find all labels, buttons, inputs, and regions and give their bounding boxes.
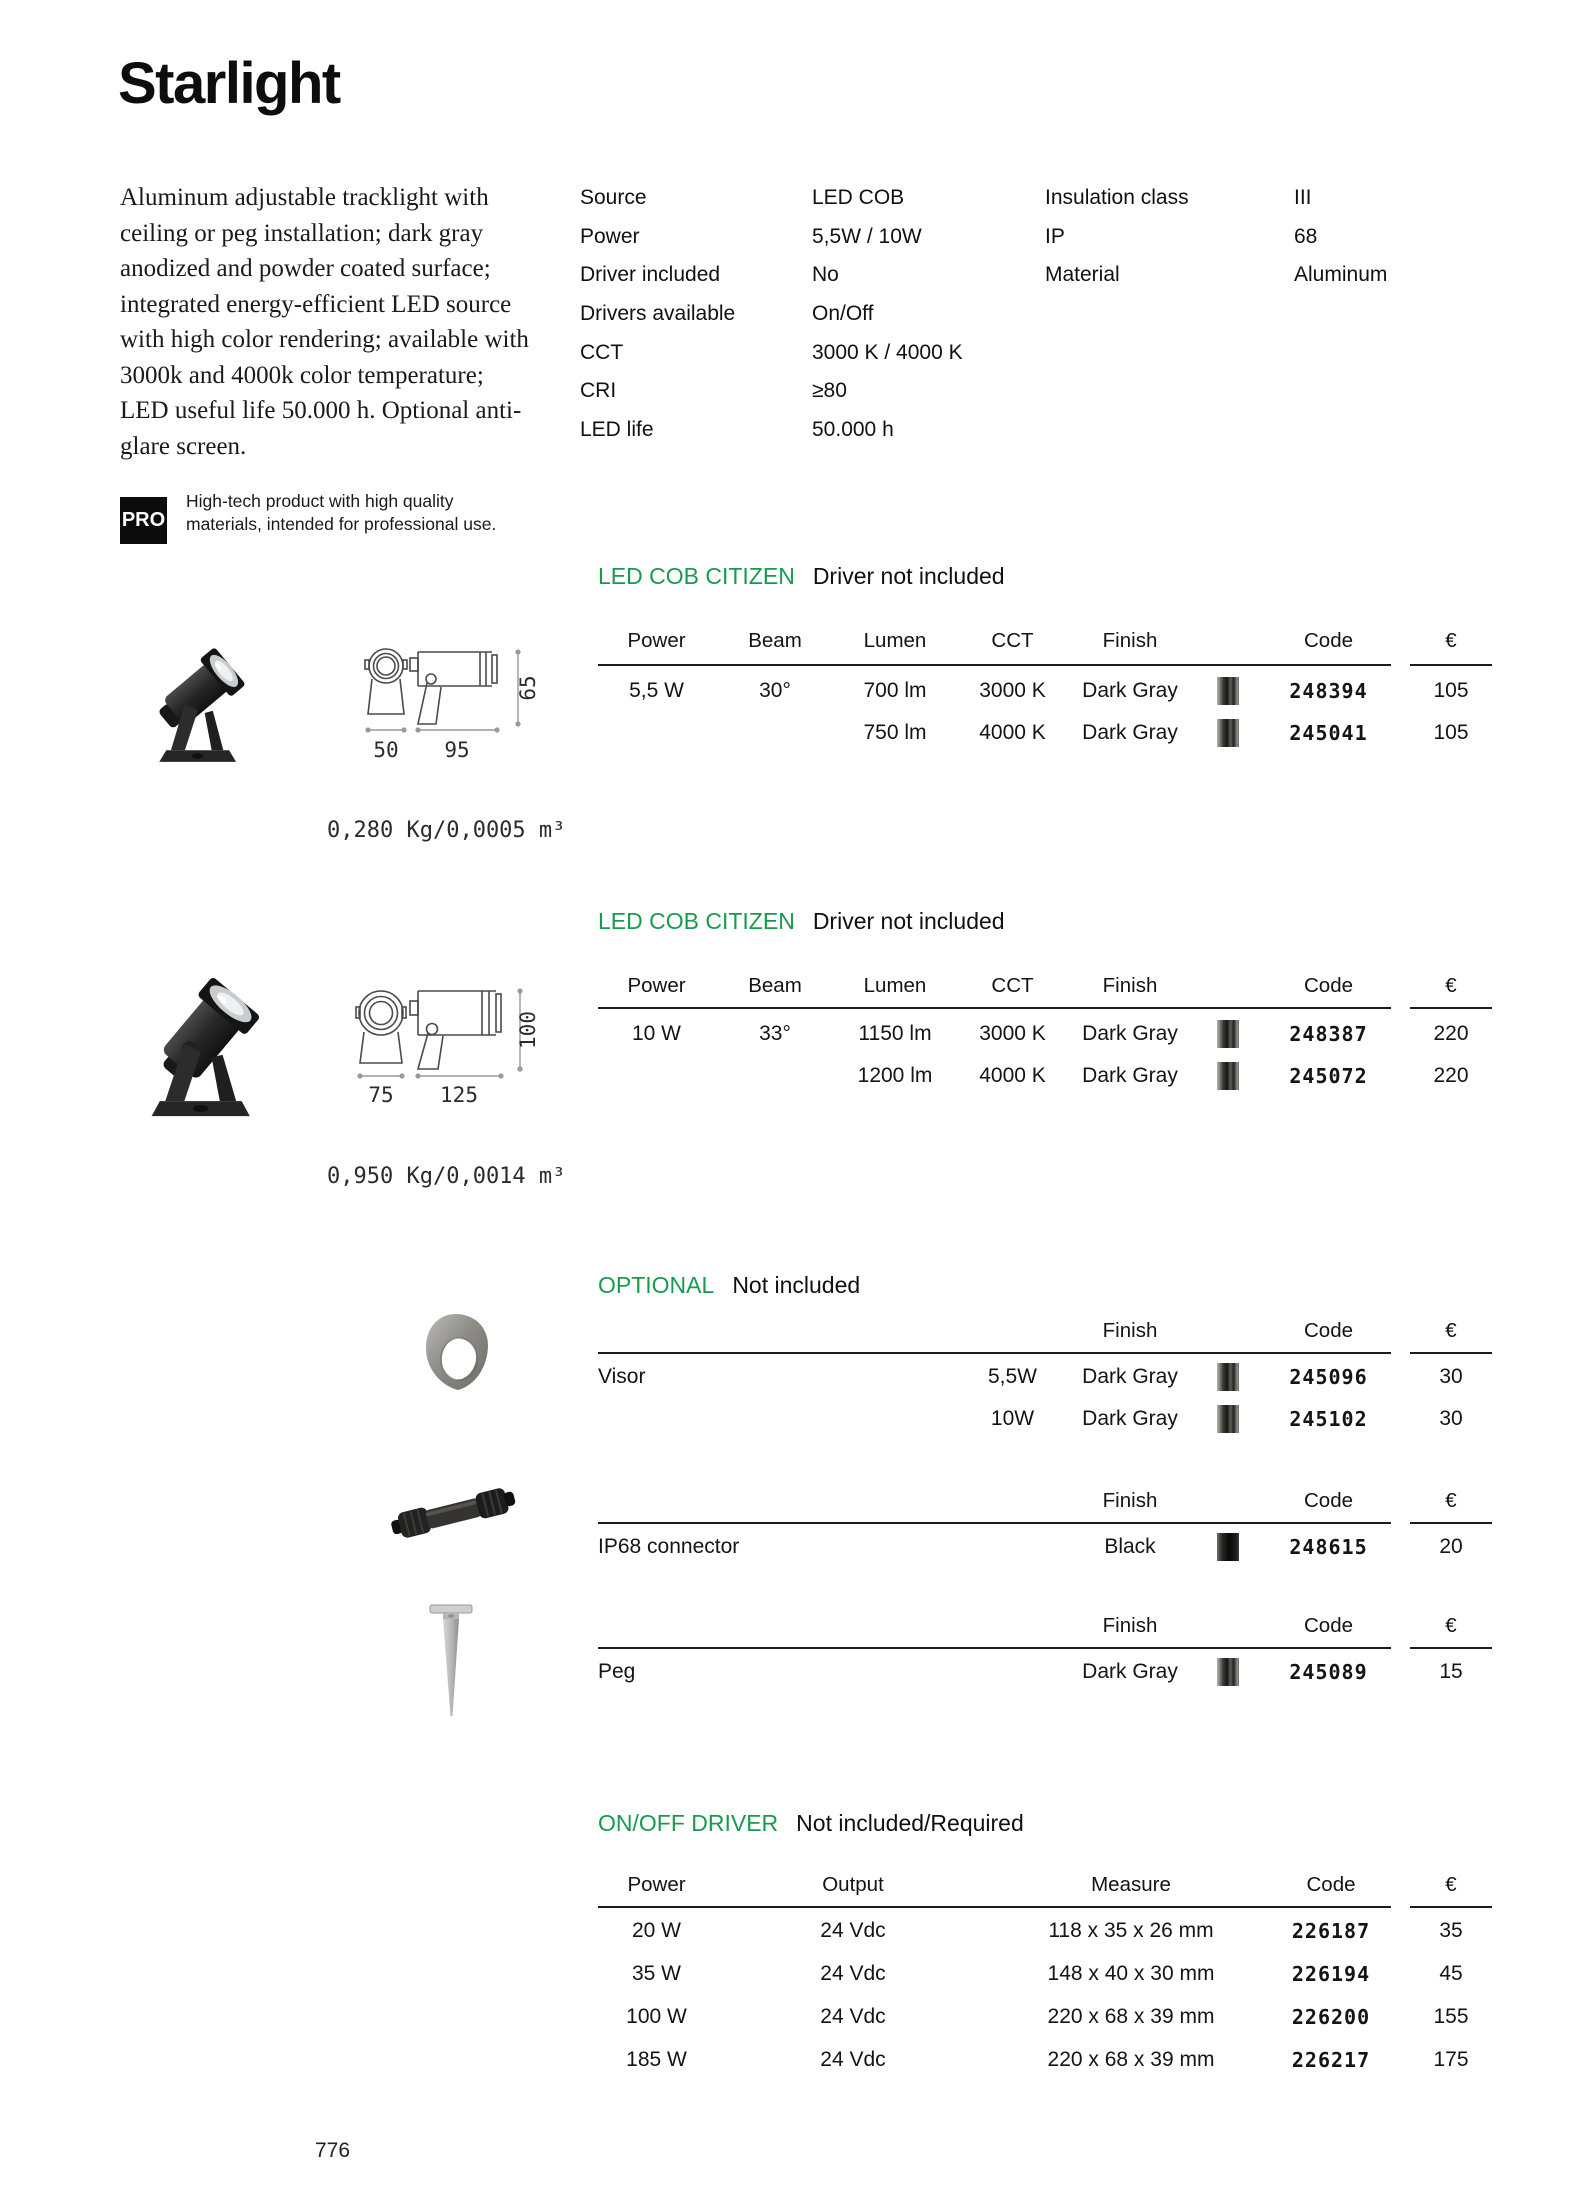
cell-finish: Dark Gray [1082,1365,1178,1388]
cell-accessory-name: IP68 connector [598,1535,740,1558]
spec-label: CRI [580,379,617,403]
finish-swatch-dark-gray [1217,1405,1239,1433]
cell-output: 24 Vdc [820,1919,886,1942]
finish-swatch-dark-gray [1217,719,1239,747]
cell-measure: 148 x 40 x 30 mm [1047,1962,1215,1985]
cell-finish: Dark Gray [1082,721,1178,744]
col-euro: € [1445,974,1457,997]
spec-row [580,186,963,225]
cell-measure: 220 x 68 x 39 mm [1047,2005,1215,2028]
table-header-row [598,971,1492,1001]
col-code: Code [1303,974,1353,997]
cell-price: 15 [1439,1660,1463,1683]
spec-row [580,341,963,380]
page-title: Starlight [118,51,340,116]
table-rule-euro [1410,1522,1492,1524]
cell-measure: 220 x 68 x 39 mm [1047,2048,1215,2071]
spec-row [1045,225,1387,264]
spec-row [1045,186,1387,225]
cell-power: 35 W [631,1962,681,1985]
pro-note: High-tech product with high quality materials, intended for professional use. [186,491,497,534]
cell-price: 105 [1433,721,1469,744]
table-rule [598,1007,1391,1009]
cell-lumen: 700 lm [863,679,927,702]
cell-lumen: 1150 lm [858,1022,932,1045]
cell-beam: 33° [759,1022,791,1045]
table-rule-euro [1410,664,1492,666]
spec-value: ≥80 [812,379,847,403]
spec-row [1045,263,1387,302]
section-heading-note: Not included/Required [796,1810,1024,1836]
cell-cct: 4000 K [979,721,1046,744]
table-row [598,2039,1492,2081]
col-code: Code [1303,1614,1353,1637]
accessory-photo-peg [428,1602,474,1720]
cell-variant: 10W [990,1407,1035,1430]
section-heading-green: LED COB CITIZEN [598,563,795,589]
table-rule [598,1906,1391,1908]
table-rule-euro [1410,1906,1492,1908]
section-heading-green: ON/OFF DRIVER [598,1810,779,1836]
col-code: Code [1306,1873,1356,1896]
section-onoff-driver [598,1810,1492,2072]
cell-finish: Dark Gray [1082,1064,1178,1087]
table-row [598,1526,1492,1568]
spec-value: III [1294,186,1312,209]
cell-power: 185 W [626,2048,687,2071]
cell-cct: 3000 K [979,679,1046,702]
table-header-row [598,1611,1492,1641]
cell-cct: 4000 K [979,1064,1046,1087]
table-row [598,1356,1492,1398]
dim-front-label: 75 [368,1083,394,1107]
col-code: Code [1303,1319,1353,1342]
table-row [598,1910,1492,1952]
cell-price: 20 [1439,1535,1463,1558]
cell-accessory-name: Visor [598,1365,646,1388]
cell-price: 30 [1439,1365,1463,1388]
cell-price: 35 [1439,1919,1463,1942]
table-header-row [598,1486,1492,1516]
cell-beam: 30° [759,679,791,702]
cell-code: 248615 [1289,1535,1368,1559]
spec-row [580,263,963,302]
cell-lumen: 750 lm [863,721,927,744]
cell-power: 10 W [631,1022,681,1045]
dimension-drawing-small [352,640,542,775]
spec-row [580,379,963,418]
section-heading-note: Not included [732,1272,861,1298]
cell-output: 24 Vdc [820,1962,886,1985]
col-measure: Measure [1091,1873,1171,1896]
col-cct: CCT [991,974,1034,997]
cell-code: 245102 [1289,1407,1368,1431]
spec-value: 3000 K / 4000 K [812,340,963,364]
cell-code: 248387 [1289,1022,1368,1046]
cell-code: 226200 [1291,2005,1371,2029]
spec-label: CCT [580,340,624,364]
col-code: Code [1303,629,1353,652]
cell-output: 24 Vdc [820,2005,886,2028]
dim-side-label: 125 [440,1083,478,1107]
table-row [598,670,1492,712]
spec-table-right [1045,186,1387,302]
col-finish: Finish [1102,629,1158,652]
finish-swatch-dark-gray [1217,1658,1239,1686]
cell-code: 226187 [1291,1919,1371,1943]
spec-label: Drivers available [580,302,736,326]
section-optional [598,1272,1492,1684]
spec-label: Source [580,186,647,209]
cell-accessory-name: Peg [598,1660,636,1683]
table-row [598,1651,1492,1693]
spec-label: LED life [580,418,654,442]
section-heading-note: Driver not included [812,908,1005,934]
spec-value: No [812,263,839,287]
dim-side-label: 95 [444,738,470,762]
cell-code: 245089 [1289,1660,1368,1684]
section-heading [598,1272,1492,1299]
spec-label: Driver included [580,263,721,287]
spec-row [580,225,963,264]
table-rule [598,1352,1391,1354]
section-heading-green: OPTIONAL [598,1272,715,1298]
cell-finish: Dark Gray [1082,1407,1178,1430]
cell-power: 5,5 W [629,679,684,702]
accessory-photo-visor [418,1312,494,1394]
table-rule [598,664,1391,666]
product-photo-spotlight-large [138,952,288,1137]
cell-finish: Dark Gray [1082,1660,1178,1683]
spec-value: On/Off [812,302,874,326]
spec-label: Power [580,224,640,248]
spec-value: Aluminum [1294,263,1388,287]
table-led-cob-citizen-10w [598,908,1492,1088]
dimension-drawing-large [348,983,543,1118]
spec-value: 5,5W / 10W [812,224,922,248]
spec-label: IP [1045,224,1065,248]
col-lumen: Lumen [863,974,927,997]
cell-price: 30 [1439,1407,1463,1430]
cell-measure: 118 x 35 x 26 mm [1048,1919,1214,1942]
finish-swatch-dark-gray [1217,677,1239,705]
finish-swatch-dark-gray [1217,1363,1239,1391]
table-header-row [598,626,1492,656]
spec-row [580,418,963,457]
col-euro: € [1445,1614,1457,1637]
weight-volume-note: 0,280 Kg/0,0005 m³ [327,818,566,843]
cell-cct: 3000 K [979,1022,1046,1045]
spec-label: Insulation class [1045,186,1189,209]
dim-height-label: 65 [516,675,540,701]
cell-price: 45 [1439,1962,1463,1985]
table-row [598,1996,1492,2038]
cell-code: 245072 [1289,1064,1368,1088]
spec-value: LED COB [812,186,905,209]
section-heading [598,563,1492,590]
cell-price: 155 [1433,2005,1469,2028]
cell-price: 175 [1433,2048,1469,2071]
section-heading [598,908,1492,935]
section-heading-green: LED COB CITIZEN [598,908,795,934]
col-power: Power [627,974,686,997]
cell-price: 220 [1433,1022,1469,1045]
cell-finish: Dark Gray [1082,1022,1178,1045]
cell-lumen: 1200 lm [857,1064,933,1087]
table-rule-euro [1410,1007,1492,1009]
cell-finish: Black [1104,1535,1156,1558]
col-finish: Finish [1102,1489,1158,1512]
col-euro: € [1445,1873,1457,1896]
table-header-row [598,1316,1492,1346]
finish-swatch-dark-gray [1217,1020,1239,1048]
cell-variant: 5,5W [987,1365,1037,1388]
spec-value: 50.000 h [812,418,894,442]
spec-table-left [580,186,963,457]
section-heading [598,1810,1492,1837]
col-power: Power [627,1873,686,1896]
col-finish: Finish [1102,1614,1158,1637]
cell-finish: Dark Gray [1082,679,1178,702]
spec-value: 68 [1294,224,1318,248]
col-beam: Beam [748,974,802,997]
table-row [598,712,1492,754]
cell-output: 24 Vdc [820,2048,886,2071]
cell-price: 105 [1433,679,1469,702]
table-rule [598,1647,1391,1649]
col-lumen: Lumen [863,629,927,652]
section-heading-note: Driver not included [812,563,1005,589]
cell-code: 226217 [1291,2048,1371,2072]
dim-front-label: 50 [373,738,399,762]
table-row [598,1055,1492,1097]
page-number: 776 [315,2139,351,2162]
dim-height-label: 100 [516,1011,540,1049]
pro-badge [120,497,167,544]
spec-label: Material [1045,263,1120,287]
table-led-cob-citizen-55w [598,563,1492,745]
cell-price: 220 [1433,1064,1469,1087]
table-rule [598,1522,1391,1524]
cell-code: 248394 [1289,679,1368,703]
cell-power: 100 W [626,2005,687,2028]
col-code: Code [1303,1489,1353,1512]
product-photo-spotlight-small [143,626,271,778]
col-cct: CCT [991,629,1034,652]
finish-swatch-black [1217,1533,1239,1561]
col-euro: € [1445,1489,1457,1512]
col-beam: Beam [748,629,802,652]
pro-badge-label: PRO [121,509,166,531]
col-output: Output [822,1873,884,1896]
cell-code: 245096 [1289,1365,1368,1389]
table-rule-euro [1410,1647,1492,1649]
finish-swatch-dark-gray [1217,1062,1239,1090]
spec-row [580,302,963,341]
cell-code: 226194 [1291,1962,1371,1986]
col-finish: Finish [1102,1319,1158,1342]
table-row [598,1013,1492,1055]
table-rule-euro [1410,1352,1492,1354]
table-row [598,1398,1492,1440]
col-euro: € [1445,629,1457,652]
col-power: Power [627,629,686,652]
table-header-row [598,1870,1492,1900]
col-euro: € [1445,1319,1457,1342]
weight-volume-note: 0,950 Kg/0,0014 m³ [327,1164,566,1189]
col-finish: Finish [1102,974,1158,997]
product-description: Aluminum adjustable tracklight with ceiling or peg installation; dark gray anodized and powder coated surface; integrated energy-efficient LED source with high color rendering; available with 3000k and 4000k color temperature; LED useful life 50.000 h. Optional anti-glare screen. [120,184,529,460]
cell-power: 20 W [631,1919,681,1942]
cell-code: 245041 [1289,721,1368,745]
table-row [598,1953,1492,1995]
accessory-photo-ip68-connector [388,1476,518,1548]
